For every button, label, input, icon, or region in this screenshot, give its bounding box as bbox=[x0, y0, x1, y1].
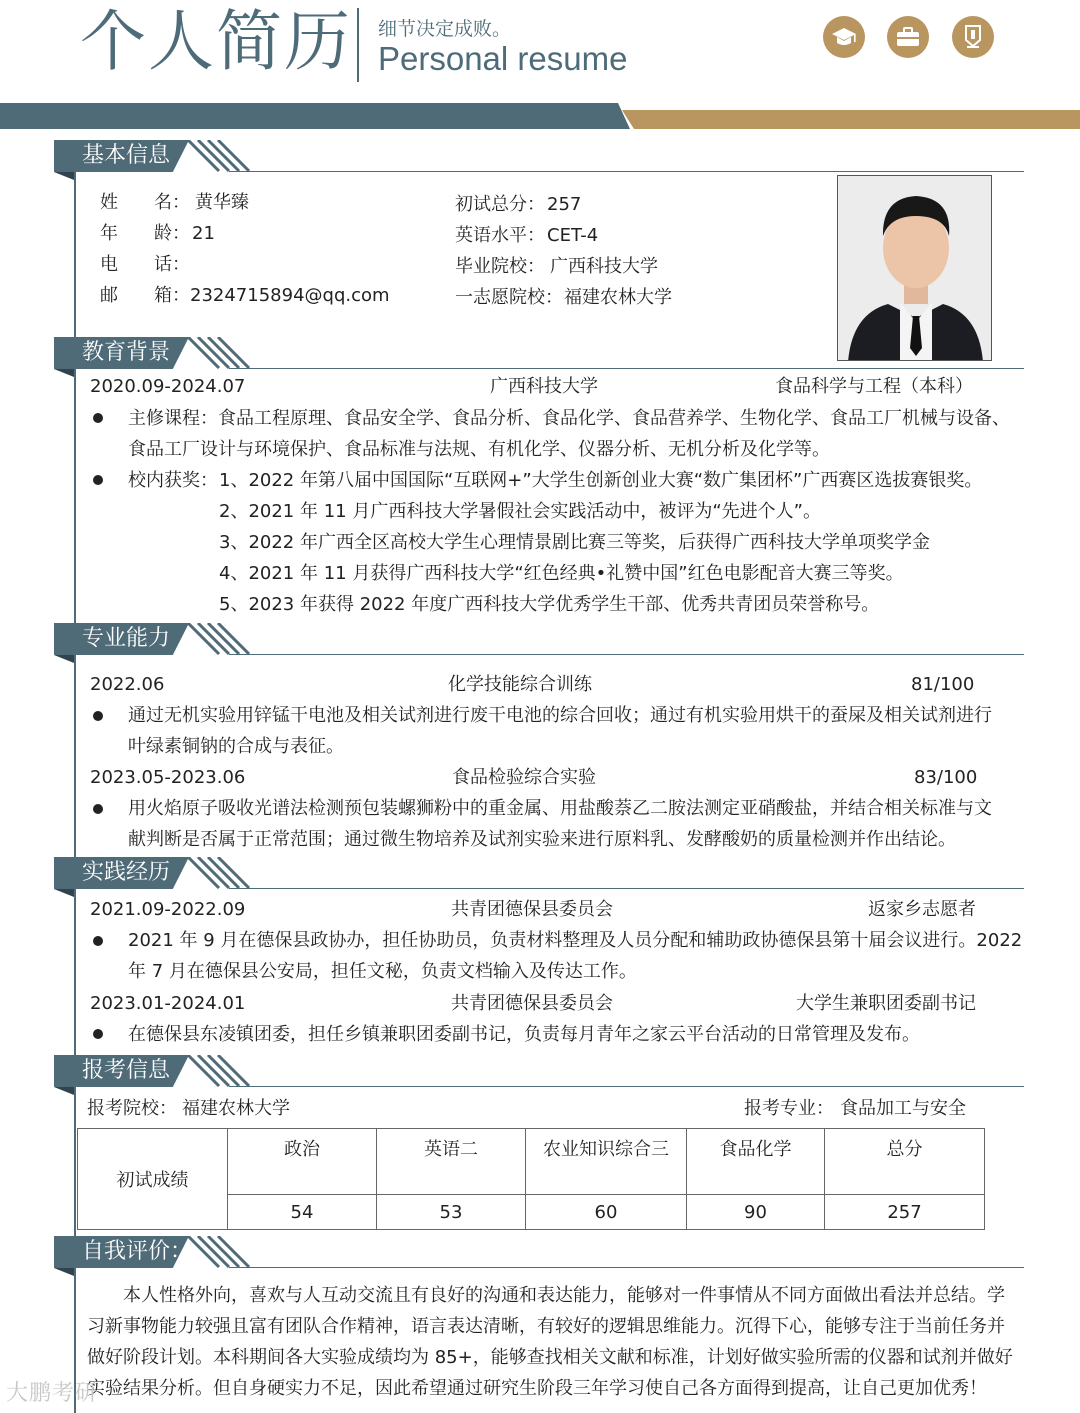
exam-major-value: 食品加工与安全 bbox=[840, 1098, 966, 1119]
practice-desc: 2021 年 9 月在德保县政协办，担任协助员，负责材料整理及人员分配和辅助政协德保县第十届会议进行。2022 bbox=[128, 930, 1023, 951]
score-cell: 54 bbox=[228, 1195, 377, 1230]
award-item: 2、2021 年 11 月广西科技大学暑假社会实践活动中，被评为“先进个人”。 bbox=[219, 501, 821, 522]
section-title: 专业能力 bbox=[82, 626, 171, 651]
graduation-cap-icon bbox=[823, 16, 865, 58]
score-cell: 90 bbox=[687, 1195, 825, 1230]
target-school-label: 一志愿院校： bbox=[455, 287, 563, 308]
exam-school-label: 报考院校： bbox=[87, 1098, 177, 1119]
briefcase-icon bbox=[887, 16, 929, 58]
section-title: 自我评价： bbox=[82, 1239, 193, 1264]
english-level-value: CET-4 bbox=[547, 225, 599, 246]
score-cell: 60 bbox=[526, 1195, 687, 1230]
practice-date: 2021.09-2022.09 bbox=[90, 899, 246, 920]
skill-name: 化学技能综合训练 bbox=[448, 674, 592, 695]
award-item: 5、2023 年获得 2022 年度广西科技大学优秀学生干部、优秀共青团员荣誉称号。 bbox=[219, 594, 880, 615]
skill-desc: 献判断是否属于正常范围；通过微生物培养及试剂实验来进行原料乳、发酵酸奶的质量检测并作出结论。 bbox=[128, 829, 956, 850]
award-item: 1、2022 年第八届中国国际“互联网+”大学生创新创业大赛“数广集团杯”广西赛区选拔赛银奖。 bbox=[219, 470, 983, 491]
awards-label: 校内获奖： bbox=[128, 470, 218, 491]
badge-icon bbox=[952, 16, 994, 58]
age-label: 年 龄： bbox=[100, 223, 190, 244]
score-table bbox=[77, 1128, 985, 1230]
self-eval-line: 习新事物能力较强且富有团队合作精神，语言表达清晰，有较好的逻辑思维能力。沉得下心，能够专注于当前任务并 bbox=[87, 1316, 1005, 1337]
self-eval-line: 做好阶段计划。本科期间各大实验成绩均为 85+，能够查找相关文献和标准，计划好做实验所需的仪器和试剂并做好 bbox=[87, 1347, 1013, 1368]
header-band-slate bbox=[0, 103, 630, 129]
name-value: 黄华臻 bbox=[195, 192, 249, 213]
section-header-skills bbox=[54, 623, 1024, 657]
exam-major-label: 报考专业： bbox=[744, 1098, 834, 1119]
skill-desc: 用火焰原子吸收光谱法检测预包装螺狮粉中的重金属、用盐酸萘乙二胺法测定亚硝酸盐，并结合相关标准与文 bbox=[128, 798, 992, 819]
score-row-label: 初试成绩 bbox=[78, 1129, 228, 1230]
award-item: 4、2021 年 11 月获得广西科技大学“红色经典•礼赞中国”红色电影配音大赛三等奖。 bbox=[219, 563, 904, 584]
self-eval-line: 本人性格外向，喜欢与人互动交流且有良好的沟通和表达能力，能够对一件事情从不同方面做出看法并总结。学 bbox=[123, 1285, 1005, 1306]
section-header-education bbox=[54, 337, 1024, 371]
education-major: 食品科学与工程（本科） bbox=[775, 376, 973, 397]
email-label: 邮 箱： bbox=[100, 285, 190, 306]
section-title: 实践经历 bbox=[82, 860, 171, 885]
education-school: 广西科技大学 bbox=[490, 376, 598, 397]
section-header-exam bbox=[54, 1055, 1024, 1089]
section-header-self bbox=[54, 1236, 1024, 1270]
subject-header: 农业知识综合三 bbox=[526, 1129, 687, 1195]
score-cell: 53 bbox=[377, 1195, 526, 1230]
name-label: 姓 名： bbox=[100, 192, 190, 213]
english-level-label: 英语水平： bbox=[455, 225, 545, 246]
subject-header: 政治 bbox=[228, 1129, 377, 1195]
bullet bbox=[93, 804, 103, 814]
courses-line: 主修课程：食品工程原理、食品安全学、食品分析、食品化学、食品营养学、生物化学、食品工厂机械与设备、 bbox=[128, 408, 1010, 429]
skill-date: 2022.06 bbox=[90, 674, 165, 695]
header-band-gold bbox=[622, 110, 1080, 129]
bullet bbox=[93, 413, 103, 423]
practice-date: 2023.01-2024.01 bbox=[90, 993, 246, 1014]
target-school-value: 福建农林大学 bbox=[564, 287, 672, 308]
resume-title: 个人简历 bbox=[80, 3, 352, 80]
award-item: 3、2022 年广西全区高校大学生心理情景剧比赛三等奖，后获得广西科技大学单项奖学金 bbox=[219, 532, 930, 553]
skill-date: 2023.05-2023.06 bbox=[90, 767, 246, 788]
practice-role: 返家乡志愿者 bbox=[868, 899, 976, 920]
section-header-practice bbox=[54, 857, 1024, 891]
self-eval-line: 实验结果分析。但自身硬实力不足，因此希望通过研究生阶段三年学习使自己各方面得到提高，让自己更加优秀！ bbox=[87, 1378, 987, 1399]
section-header-basic bbox=[54, 140, 1024, 174]
subject-header: 总分 bbox=[825, 1129, 985, 1195]
bullet bbox=[93, 475, 103, 485]
title-divider bbox=[357, 8, 359, 82]
phone-label: 电 话： bbox=[100, 254, 190, 275]
skill-desc: 通过无机实验用锌锰干电池及相关试剂进行废干电池的综合回收；通过有机实验用烘干的蚕屎及相关试剂进行 bbox=[128, 705, 992, 726]
practice-org: 共青团德保县委员会 bbox=[451, 993, 613, 1014]
practice-desc: 年 7 月在德保县公安局，担任文秘，负责文档输入及传达工作。 bbox=[128, 961, 637, 982]
age-value: 21 bbox=[192, 223, 215, 244]
graduate-school-value: 广西科技大学 bbox=[550, 256, 658, 277]
subject-header: 食品化学 bbox=[687, 1129, 825, 1195]
practice-desc: 在德保县东凌镇团委，担任乡镇兼职团委副书记，负责每月青年之家云平台活动的日常管理及发布。 bbox=[128, 1024, 920, 1045]
practice-role: 大学生兼职团委副书记 bbox=[796, 993, 976, 1014]
graduate-school-label: 毕业院校： bbox=[455, 256, 545, 277]
profile-photo bbox=[837, 175, 992, 361]
skill-score: 83/100 bbox=[914, 767, 978, 788]
total-score-value: 257 bbox=[547, 194, 582, 215]
skill-score: 81/100 bbox=[911, 674, 975, 695]
watermark: 大鹏考研 bbox=[6, 1381, 99, 1406]
skill-desc: 叶绿素铜钠的合成与表征。 bbox=[128, 736, 344, 757]
courses-line: 食品工厂设计与环境保护、食品标准与法规、有机化学、仪器分析、无机分析及化学等。 bbox=[128, 439, 830, 460]
education-period: 2020.09-2024.07 bbox=[90, 376, 246, 397]
motto: 细节决定成败。 bbox=[378, 18, 512, 40]
subject-header: 英语二 bbox=[377, 1129, 526, 1195]
section-title: 基本信息 bbox=[82, 143, 171, 168]
exam-school-value: 福建农林大学 bbox=[182, 1098, 290, 1119]
email-value: 2324715894@qq.com bbox=[190, 285, 390, 306]
bullet bbox=[93, 711, 103, 721]
bullet bbox=[93, 936, 103, 946]
section-title: 报考信息 bbox=[82, 1058, 171, 1083]
practice-org: 共青团德保县委员会 bbox=[451, 899, 613, 920]
subtitle: Personal resume bbox=[378, 40, 628, 77]
section-title: 教育背景 bbox=[82, 340, 171, 365]
score-cell: 257 bbox=[825, 1195, 985, 1230]
total-score-label: 初试总分： bbox=[455, 194, 545, 215]
bullet bbox=[93, 1029, 103, 1039]
skill-name: 食品检验综合实验 bbox=[452, 767, 596, 788]
